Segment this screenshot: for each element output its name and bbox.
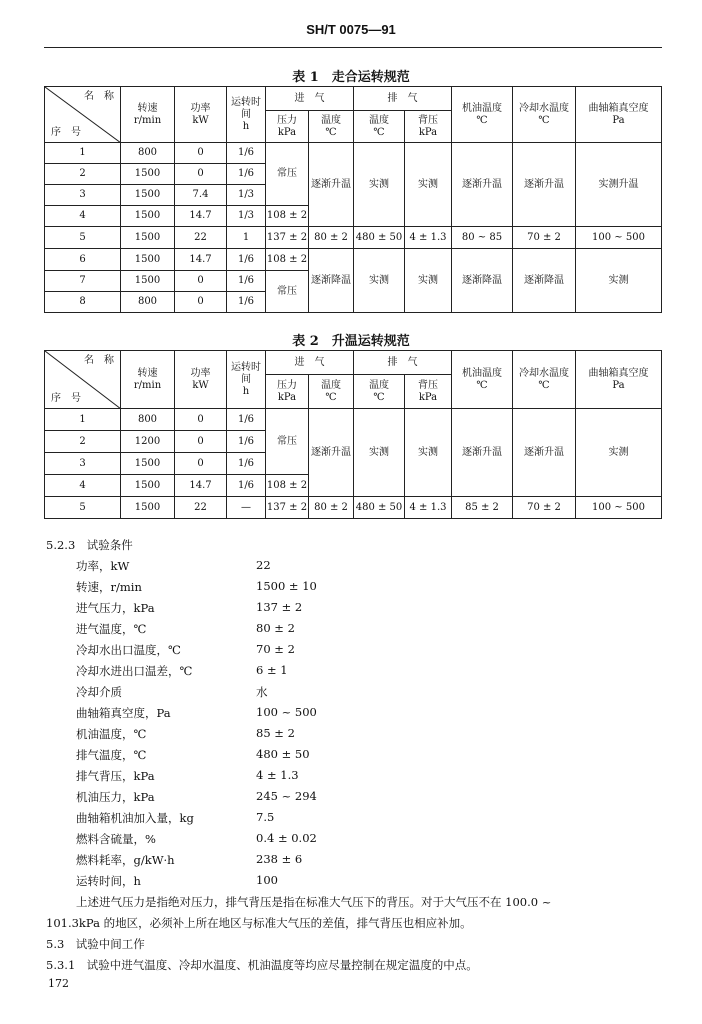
table2-speed: 800: [121, 409, 175, 431]
table1-power: 0: [175, 292, 227, 313]
table1-time: 1/6: [227, 143, 266, 164]
table1-pressure: 108 ± 2: [266, 249, 309, 271]
table1-head-intake-pressure: 压力 kPa: [266, 111, 309, 143]
table2-seq: 2: [45, 431, 121, 453]
condition-label: 燃料含硫量，%: [76, 832, 156, 846]
table1-head-seq: 序 号: [51, 127, 81, 138]
table1-seq: 1: [45, 143, 121, 164]
condition-value: 7.5: [256, 810, 275, 824]
condition-value: 480 ± 50: [256, 747, 310, 761]
table2-head-crank: 曲轴箱真空度 Pa: [576, 351, 662, 409]
section-53-heading: 5.3 试验中间工作: [46, 937, 145, 951]
table1-oil: 80 ~ 85: [452, 227, 513, 249]
table1-groupA-coolant: 逐渐升温: [513, 143, 576, 227]
condition-label: 功率，kW: [76, 559, 130, 573]
table1-row-6: [45, 249, 662, 271]
condition-value: 100 ~ 500: [256, 705, 317, 719]
table1-seq: 6: [45, 249, 121, 271]
condition-value: 70 ± 2: [256, 642, 295, 656]
table1-pressure: 108 ± 2: [266, 206, 309, 227]
table1-speed: 1500: [121, 227, 175, 249]
table1-speed: 800: [121, 292, 175, 313]
table2-row-1: [45, 409, 662, 431]
table2-groupA-crank: 实测: [576, 409, 662, 497]
table2-seq: 3: [45, 453, 121, 475]
condition-row: [76, 810, 496, 831]
table2-seq: 5: [45, 497, 121, 519]
table1-groupB-pressure: 常压: [266, 271, 309, 313]
table2-power: 22: [175, 497, 227, 519]
table1-time: 1/6: [227, 271, 266, 292]
table2-head-coolant: 冷却水温度 ℃: [513, 351, 576, 409]
table2-groupA-pressure: 常压: [266, 409, 309, 475]
table2-corner-cell: [45, 351, 121, 409]
table1-groupB-exhaust-temp: 实测: [354, 249, 405, 313]
table2-speed: 1500: [121, 497, 175, 519]
page-header: SH/T 0075—91: [306, 22, 396, 37]
table1-head-oil-temp: 机油温度 ℃: [452, 87, 513, 143]
condition-row: [76, 768, 496, 789]
table2-time: —: [227, 497, 266, 519]
header-rule: [44, 47, 662, 48]
table2-time: 1/6: [227, 409, 266, 431]
table1-head-exhaust: 排 气: [354, 87, 452, 111]
condition-label: 冷却水出口温度，℃: [76, 643, 181, 657]
table1-groupB-crank: 实测: [576, 249, 662, 313]
condition-label: 冷却介质: [76, 685, 122, 699]
table1-corner-cell: [45, 87, 121, 143]
table1-row-5: [45, 227, 662, 249]
table1-speed: 1500: [121, 206, 175, 227]
table1-time: 1/3: [227, 185, 266, 206]
table1-time: 1: [227, 227, 266, 249]
condition-label: 运转时间，h: [76, 874, 141, 888]
table1-head-power: 功率 kW: [175, 87, 227, 143]
table1-groupA-crank: 实测升温: [576, 143, 662, 227]
table2-groupA-exhaust-temp: 实测: [354, 409, 405, 497]
table1-coolant: 70 ± 2: [513, 227, 576, 249]
table1-crank: 100 ~ 500: [576, 227, 662, 249]
table1-head-intake-temp: 温度 ℃: [309, 111, 354, 143]
condition-value: 245 ~ 294: [256, 789, 317, 803]
table1-head-speed: 转速 r/min: [121, 87, 175, 143]
table1-speed: 800: [121, 143, 175, 164]
condition-value: 85 ± 2: [256, 726, 295, 740]
table2-caption: 表 2 升温运转规范: [292, 334, 410, 349]
note-line-2: 101.3kPa 的地区，必须补上所在地区与标准大气压的差值，排气背压也相应补加。: [46, 916, 472, 930]
condition-value: 22: [256, 558, 271, 572]
table2-groupA-oil: 逐渐升温: [452, 409, 513, 497]
condition-row: [76, 789, 496, 810]
table1-power: 14.7: [175, 249, 227, 271]
table2-power: 0: [175, 453, 227, 475]
page-number: 172: [48, 977, 69, 990]
table2-speed: 1200: [121, 431, 175, 453]
table2-power: 0: [175, 431, 227, 453]
condition-row: [76, 642, 496, 663]
table1-head-crank: 曲轴箱真空度 Pa: [576, 87, 662, 143]
table2-head-exhaust: 排 气: [354, 351, 452, 375]
table2-pressure: 137 ± 2: [266, 497, 309, 519]
table2-coolant: 70 ± 2: [513, 497, 576, 519]
condition-row: [76, 600, 496, 621]
table2-head-exhaust-temp: 温度 ℃: [354, 375, 405, 409]
table1-speed: 1500: [121, 185, 175, 206]
table1-intake-temp: 80 ± 2: [309, 227, 354, 249]
table1-speed: 1500: [121, 271, 175, 292]
table1-seq: 2: [45, 164, 121, 185]
table1-power: 0: [175, 143, 227, 164]
table2-head-intake: 进 气: [266, 351, 354, 375]
condition-row: [76, 831, 496, 852]
table1-time: 1/6: [227, 164, 266, 185]
table1-power: 22: [175, 227, 227, 249]
condition-label: 排气温度，℃: [76, 748, 147, 762]
table1-power: 7.4: [175, 185, 227, 206]
table1-speed: 1500: [121, 164, 175, 185]
table1-power: 0: [175, 164, 227, 185]
table1-head-time: 运转时间 h: [227, 87, 266, 143]
condition-label: 进气温度，℃: [76, 622, 147, 636]
table1-groupA-intake-temp: 逐渐升温: [309, 143, 354, 227]
table1-groupA-back: 实测: [405, 143, 452, 227]
condition-value: 1500 ± 10: [256, 579, 317, 593]
condition-value: 100: [256, 873, 278, 887]
table1-head-coolant: 冷却水温度 ℃: [513, 87, 576, 143]
table1-head-name: 名 称: [84, 91, 114, 102]
table1-groupB-oil: 逐渐降温: [452, 249, 513, 313]
section-523-heading: 5.2.3 试验条件: [46, 538, 133, 552]
condition-value: 80 ± 2: [256, 621, 295, 635]
table2-row-5: [45, 497, 662, 519]
table2-intake-temp: 80 ± 2: [309, 497, 354, 519]
condition-row: [76, 873, 496, 894]
table2-head-intake-pressure: 压力 kPa: [266, 375, 309, 409]
condition-label: 转速，r/min: [76, 580, 142, 594]
condition-row: [76, 579, 496, 600]
table2-groupA-back: 实测: [405, 409, 452, 497]
table2-head-seq: 序 号: [51, 393, 81, 404]
table1: [44, 86, 662, 313]
table2-power: 0: [175, 409, 227, 431]
table2-crank: 100 ~ 500: [576, 497, 662, 519]
condition-label: 曲轴箱真空度，Pa: [76, 706, 171, 720]
table1-groupA-oil: 逐渐升温: [452, 143, 513, 227]
table2-head-time: 运转时间 h: [227, 351, 266, 409]
condition-row: [76, 663, 496, 684]
table2-exhaust-temp: 480 ± 50: [354, 497, 405, 519]
table1-back: 4 ± 1.3: [405, 227, 452, 249]
table1-seq: 8: [45, 292, 121, 313]
condition-row: [76, 558, 496, 579]
condition-label: 排气背压，kPa: [76, 769, 155, 783]
condition-value: 0.4 ± 0.02: [256, 831, 317, 845]
condition-value: 238 ± 6: [256, 852, 303, 866]
table1-head-exhaust-temp: 温度 ℃: [354, 111, 405, 143]
condition-value: 6 ± 1: [256, 663, 288, 677]
table1-power: 14.7: [175, 206, 227, 227]
condition-value: 4 ± 1.3: [256, 768, 299, 782]
table2-seq: 1: [45, 409, 121, 431]
table2-time: 1/6: [227, 453, 266, 475]
condition-value: 137 ± 2: [256, 600, 303, 614]
table2-head-oil-temp: 机油温度 ℃: [452, 351, 513, 409]
table2-head-intake-temp: 温度 ℃: [309, 375, 354, 409]
table1-time: 1/6: [227, 292, 266, 313]
table2-pressure: 108 ± 2: [266, 475, 309, 497]
table2-speed: 1500: [121, 475, 175, 497]
table2-groupA-coolant: 逐渐升温: [513, 409, 576, 497]
condition-row: [76, 852, 496, 873]
table1-groupB-intake-temp: 逐渐降温: [309, 249, 354, 313]
table1-pressure: 137 ± 2: [266, 227, 309, 249]
table1-groupA-exhaust-temp: 实测: [354, 143, 405, 227]
condition-label: 曲轴箱机油加入量，kg: [76, 811, 194, 825]
note-line-1: 上述进气压力是指绝对压力，排气背压是指在标准大气压下的背压。对于大气压不在 100.0 ~: [76, 895, 552, 909]
table2-head-power: 功率 kW: [175, 351, 227, 409]
table1-seq: 4: [45, 206, 121, 227]
condition-row: [76, 621, 496, 642]
table2-speed: 1500: [121, 453, 175, 475]
table1-exhaust-temp: 480 ± 50: [354, 227, 405, 249]
table2-head-exhaust-back: 背压 kPa: [405, 375, 452, 409]
condition-value: 水: [256, 685, 268, 699]
condition-row: [76, 747, 496, 768]
table1-groupA-pressure: 常压: [266, 143, 309, 206]
table1-seq: 5: [45, 227, 121, 249]
table2-power: 14.7: [175, 475, 227, 497]
condition-label: 机油压力，kPa: [76, 790, 155, 804]
table2-back: 4 ± 1.3: [405, 497, 452, 519]
table1-head-exhaust-back: 背压 kPa: [405, 111, 452, 143]
table2-time: 1/6: [227, 475, 266, 497]
table1-power: 0: [175, 271, 227, 292]
table1-speed: 1500: [121, 249, 175, 271]
table2: [44, 350, 662, 519]
table2-oil: 85 ± 2: [452, 497, 513, 519]
table1-seq: 3: [45, 185, 121, 206]
table1-time: 1/3: [227, 206, 266, 227]
table1-row-1: [45, 143, 662, 164]
condition-label: 燃料耗率，g/kW·h: [76, 853, 175, 867]
table2-groupA-intake-temp: 逐渐升温: [309, 409, 354, 497]
condition-row: [76, 705, 496, 726]
table2-head-speed: 转速 r/min: [121, 351, 175, 409]
condition-label: 机油温度，℃: [76, 727, 147, 741]
condition-label: 进气压力，kPa: [76, 601, 155, 615]
condition-row: [76, 726, 496, 747]
table2-seq: 4: [45, 475, 121, 497]
table1-head-intake: 进 气: [266, 87, 354, 111]
section-531-text: 5.3.1 试验中进气温度、冷却水温度、机油温度等均应尽量控制在规定温度的中点。: [46, 958, 478, 972]
table1-caption: 表 1 走合运转规范: [292, 70, 410, 85]
condition-label: 冷却水进出口温差，℃: [76, 664, 193, 678]
table1-time: 1/6: [227, 249, 266, 271]
table2-time: 1/6: [227, 431, 266, 453]
table2-head-name: 名 称: [84, 355, 114, 366]
table1-seq: 7: [45, 271, 121, 292]
condition-row: [76, 684, 496, 705]
table1-groupB-coolant: 逐渐降温: [513, 249, 576, 313]
table1-groupB-back: 实测: [405, 249, 452, 313]
